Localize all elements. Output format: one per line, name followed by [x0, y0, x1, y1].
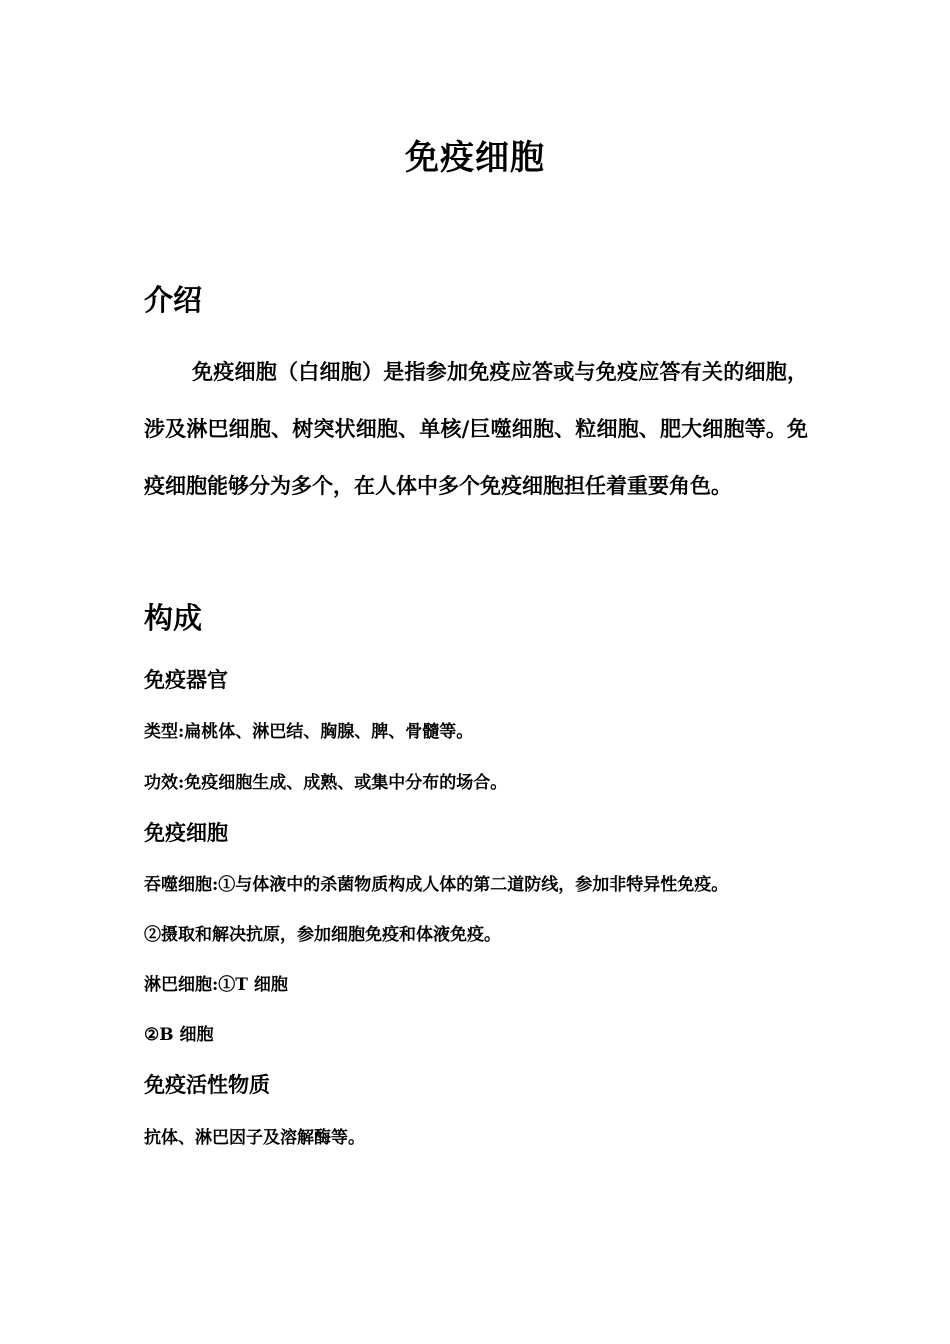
subheading-immune-cells: 免疫细胞	[144, 820, 228, 845]
document-title: 免疫细胞	[405, 138, 545, 178]
section-heading-composition: 构成	[144, 601, 203, 635]
lymphocyte-line-1: 淋巴细胞:①T 细胞	[144, 975, 288, 995]
phagocyte-line-1: 吞噬细胞:①与体液中的杀菌物质构成人体的第二道防线，参加非特异性免疫。	[144, 875, 729, 895]
organs-types-line: 类型:扁桃体、淋巴结、胸腺、脾、骨髓等。	[144, 722, 474, 742]
lymphocyte-line-2: ②B 细胞	[144, 1025, 214, 1045]
intro-paragraph: 免疫细胞（白细胞）是指参加免疫应答或与免疫应答有关的细胞，涉及淋巴细胞、树突状细胞、单核/巨噬细胞、粒细胞、肥大细胞等。免疫细胞能够分为多个，在人体中多个免疫细胞担任着重要角色。	[144, 359, 808, 498]
subheading-active-substances: 免疫活性物质	[144, 1072, 270, 1097]
section-heading-intro: 介绍	[144, 283, 203, 317]
active-substances-line: 抗体、淋巴因子及溶解酶等。	[144, 1128, 365, 1148]
organs-function-line: 功效:免疫细胞生成、成熟、或集中分布的场合。	[144, 773, 508, 793]
phagocyte-line-2: ②摄取和解决抗原，参加细胞免疫和体液免疫。	[144, 925, 501, 945]
subheading-immune-organs: 免疫器官	[144, 667, 228, 692]
